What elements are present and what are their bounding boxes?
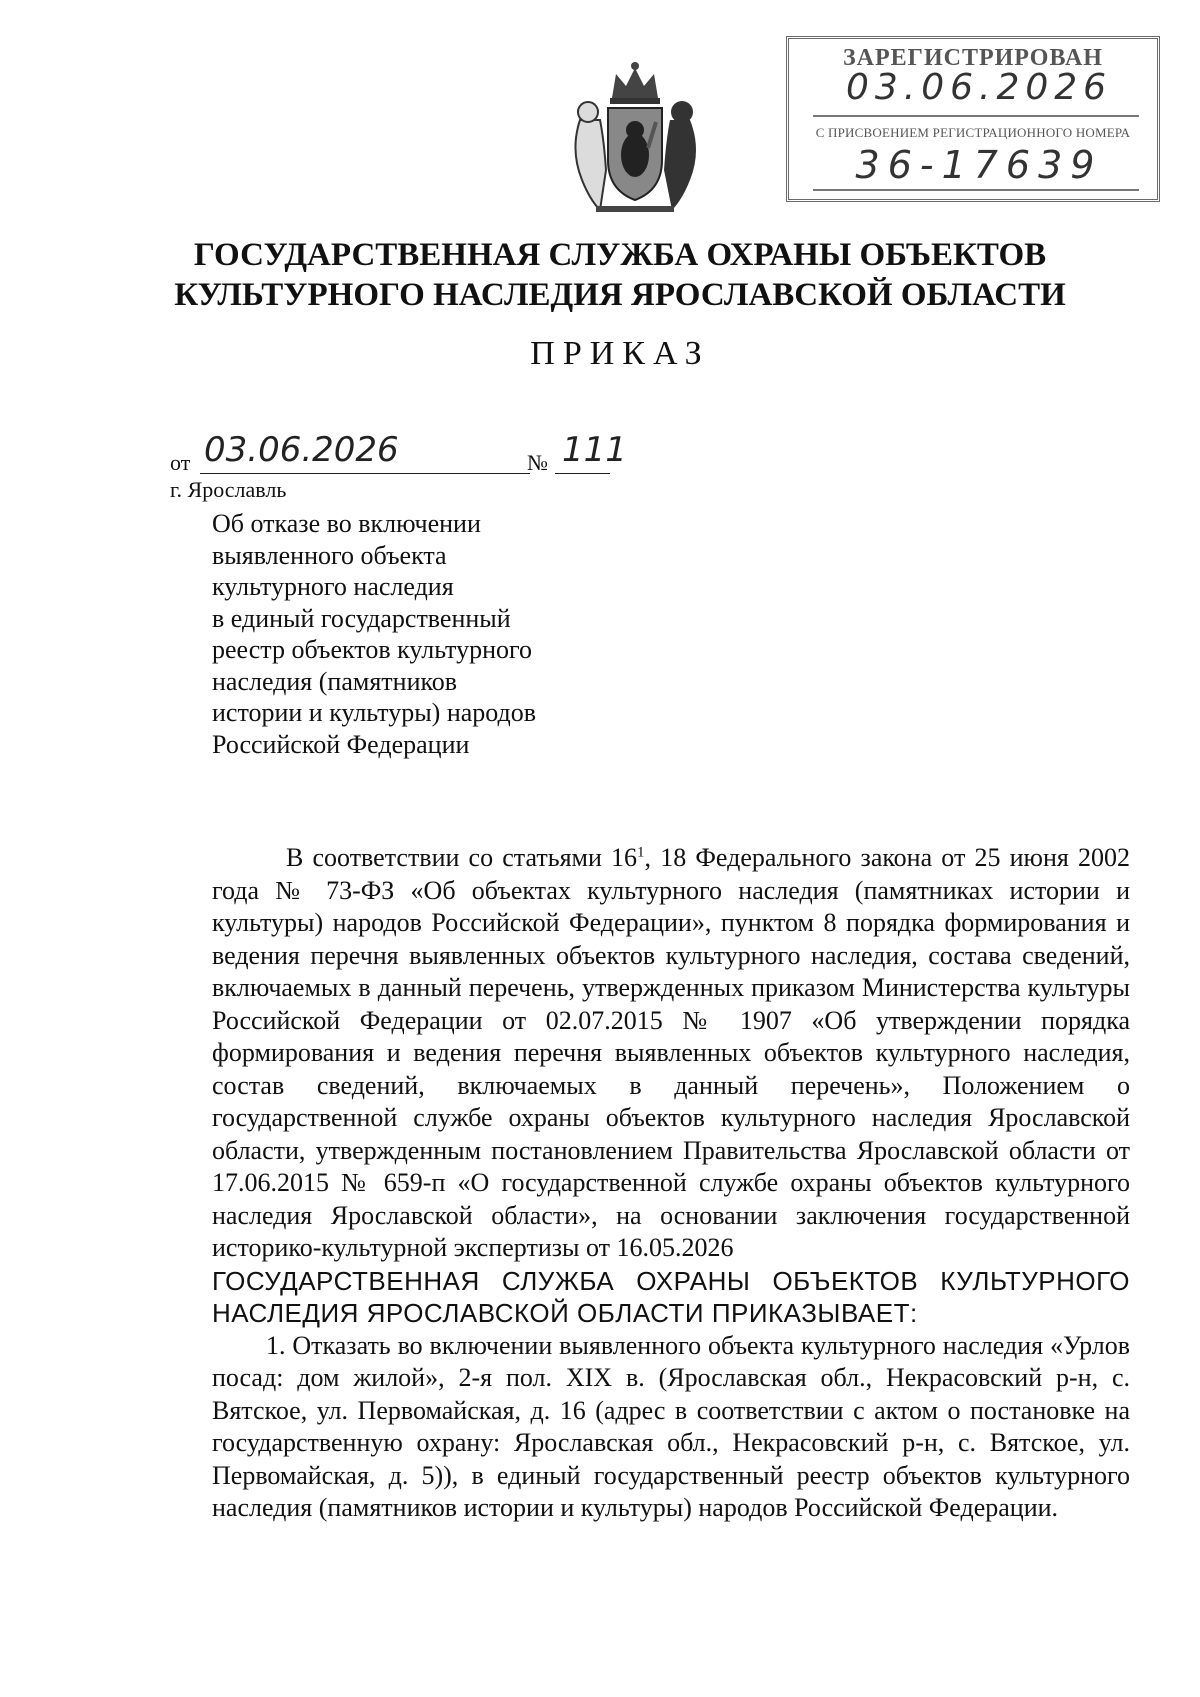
stamp-title: ЗАРЕГИСТРИРОВАН xyxy=(843,45,1103,71)
order-city: г. Ярославль xyxy=(170,477,287,502)
stamp-divider xyxy=(813,115,1139,117)
number-label: № xyxy=(527,450,548,475)
from-label: от xyxy=(170,450,191,475)
subject-line: выявленного объекта xyxy=(212,540,447,570)
document-type: ПРИКАЗ xyxy=(530,335,710,372)
subject-line: наследия (памятников xyxy=(212,666,458,696)
subject-line: культурного наследия xyxy=(212,572,454,601)
stamp-date: 03.06.2026 xyxy=(845,67,1113,108)
stamp-registration-number: 36-17639 xyxy=(855,143,1103,187)
preamble-start: В соответствии со статьями 16 xyxy=(286,843,638,872)
order-number: 111 xyxy=(562,430,627,470)
registration-stamp xyxy=(786,36,1160,202)
date-underline xyxy=(200,473,530,474)
order-item-1: 1. Отказать во включении выявленного объекта культурного наследия «Урлов посад: дом жилой», 2-я пол. XIX в. (Ярославская обл., Некрасовский р-н, с. Вятское, ул. Первомайская, д. 16 (адрес в соответствии с актом о постановке на государственную охрану: Ярославская обл., Некрасовский р-н, с. Вятское, ул. Первомайская, д. 5)), в единый государственный реестр объектов культурного наследия (памятников истории и культуры) народов Российской Федерации. xyxy=(212,1330,1130,1522)
number-underline xyxy=(555,473,610,474)
coat-of-arms-icon xyxy=(560,60,710,220)
organization-title-line2: КУЛЬТУРНОГО НАСЛЕДИЯ ЯРОСЛАВСКОЙ ОБЛАСТИ xyxy=(174,277,1066,313)
organization-title xyxy=(120,235,1120,315)
order-subject xyxy=(212,508,632,760)
subject-line: в единый государственный xyxy=(212,603,511,633)
article-superscript: 1 xyxy=(637,844,645,861)
stamp-subtitle: С ПРИСВОЕНИЕМ РЕГИСТРАЦИОННОГО НОМЕРА xyxy=(815,125,1131,140)
order-date: 03.06.2026 xyxy=(204,430,399,470)
preamble-paragraph xyxy=(212,842,1130,1265)
stamp-divider xyxy=(813,189,1139,191)
decree-statement: ГОСУДАРСТВЕННАЯ СЛУЖБА ОХРАНЫ ОБЪЕКТОВ КУЛЬТУРНОГО НАСЛЕДИЯ ЯРОСЛАВСКОЙ ОБЛАСТИ ПРИКАЗЫВАЕТ: xyxy=(212,1265,1130,1328)
subject-line: Об отказе во включении xyxy=(212,509,481,538)
subject-line: реестр объектов культурного xyxy=(212,635,533,664)
subject-line: истории и культуры) народов xyxy=(212,698,537,727)
preamble-rest: , 18 Федерального закона от 25 июня 2002 года № 73-ФЗ «Об объектах культурного наследия (памятниках истории и культуры) народов Российской Федерации», пунктом 8 порядка формирования и ведения перечня выявленных объектов культурного наследия, состава сведений, включаемых в данный перечень, утвержденных приказом Министерства культуры Российской Федерации от 02.07.2015 № 1907 «Об утверждении порядка формирования и ведения перечня выявленных объектов культурного наследия, состав сведений, включаемых в данный перечень», Положением о государственной службе охраны объектов культурного наследия Ярославской области, утвержденным постановлением Правительства Ярославской области от 17.06.2015 № 659-п «О государственной службе охраны объектов культурного наследия Ярославской области», на основании заключения государственной историко-культурной экспертизы от 16.05.2026 xyxy=(212,843,1130,1262)
order-body xyxy=(212,842,1130,1525)
organization-title-line1: ГОСУДАРСТВЕННАЯ СЛУЖБА ОХРАНЫ ОБЪЕКТОВ xyxy=(193,237,1047,273)
subject-line: Российской Федерации xyxy=(212,729,470,759)
